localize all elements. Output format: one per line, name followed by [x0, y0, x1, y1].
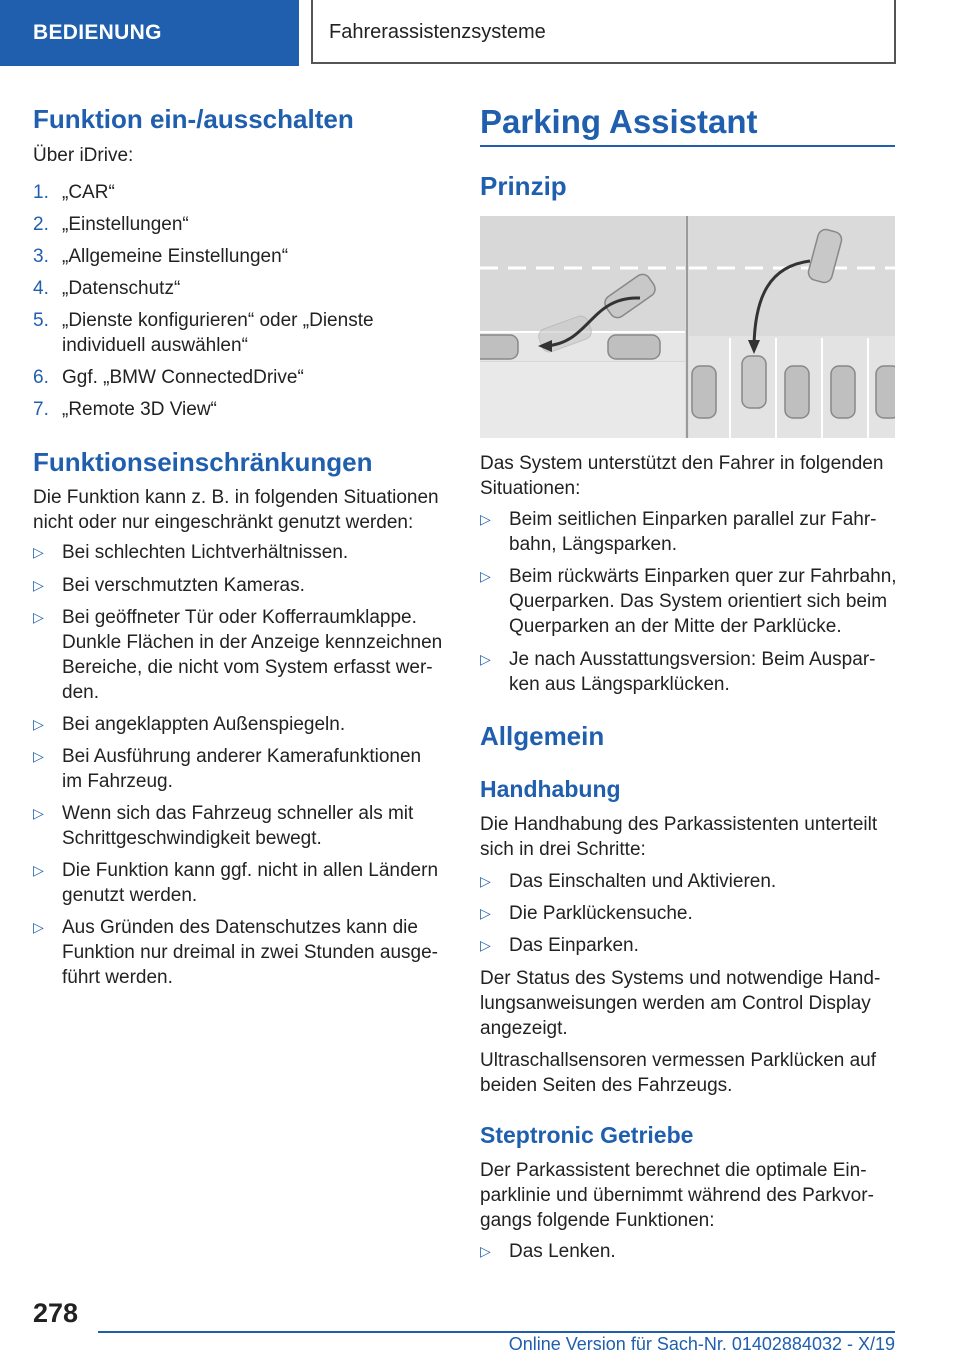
list-item-text: „Einstellungen“ — [62, 214, 189, 235]
paragraph-line: beiden Seiten des Fahrzeugs. — [480, 1075, 733, 1096]
list-item-text: Das Einparken. — [509, 935, 639, 956]
bullet-triangle-icon: ▷ — [33, 716, 44, 732]
list-item-text: Je nach Ausstattungsversion: Beim Auspar- — [509, 649, 876, 670]
step-number: 5. — [33, 310, 49, 331]
paragraph-line: parklinie und übernimmt während des Parkvor- — [480, 1185, 874, 1206]
list-item-text: genutzt werden. — [62, 885, 198, 906]
step-number: 3. — [33, 246, 49, 267]
list-item-text: individuell auswählen“ — [62, 335, 248, 356]
bullet-triangle-icon: ▷ — [33, 748, 44, 764]
list-item-text: Bereiche, die nicht vom System erfasst wer- — [62, 657, 433, 678]
heading-handling: Handhabung — [480, 776, 621, 802]
footer-rule — [98, 1331, 895, 1333]
list-item-text: Bei geöffneter Tür oder Kofferraumklappe. — [62, 607, 417, 628]
paragraph-line: Situationen: — [480, 478, 581, 499]
list-item-text: Querparken an der Mitte der Parklücke. — [509, 616, 842, 637]
paragraph-line: gangs folgende Funktionen: — [480, 1210, 715, 1231]
list-item-text: ken aus Längsparklücken. — [509, 674, 730, 695]
list-item-text: Bei angeklappten Außenspiegeln. — [62, 714, 346, 735]
list-item-text: bahn, Längsparken. — [509, 534, 677, 555]
paragraph-line: Der Status des Systems und notwendige Hand- — [480, 968, 881, 989]
bullet-triangle-icon: ▷ — [480, 568, 491, 584]
list-item-text: Funktion nur dreimal in zwei Stunden ausge- — [62, 942, 438, 963]
step-number: 7. — [33, 399, 49, 420]
list-item-text: Aus Gründen des Datenschutzes kann die — [62, 917, 418, 938]
paragraph-line: angezeigt. — [480, 1018, 568, 1039]
list-item-text: Die Funktion kann ggf. nicht in allen Ländern — [62, 860, 439, 881]
list-item-text: Wenn sich das Fahrzeug schneller als mit — [62, 803, 414, 824]
list-item-text: Bei schlechten Lichtverhältnissen. — [62, 542, 349, 563]
list-item-text: Die Parklückensuche. — [509, 903, 693, 924]
heading-limitations: Funktionseinschränkungen — [33, 447, 373, 477]
list-item-text: Beim seitlichen Einparken parallel zur Fahr- — [509, 509, 877, 530]
bullet-triangle-icon: ▷ — [33, 609, 44, 625]
paragraph-line: Die Funktion kann z. B. in folgenden Situationen — [33, 487, 439, 508]
bullet-triangle-icon: ▷ — [33, 544, 44, 560]
list-item-text: Dunkle Flächen in der Anzeige kennzeichnen — [62, 632, 443, 653]
list-item-text: „Remote 3D View“ — [62, 399, 217, 420]
header-chapter-title: Fahrerassistenzsysteme — [311, 0, 896, 64]
header-section-tab: BEDIENUNG — [0, 0, 299, 66]
heading-general: Allgemein — [480, 721, 605, 751]
paragraph-line: Die Handhabung des Parkassistenten unterteilt — [480, 814, 878, 835]
list-item-text: Beim rückwärts Einparken quer zur Fahrbahn, — [509, 566, 897, 587]
step-number: 6. — [33, 367, 49, 388]
paragraph-line: sich in drei Schritte: — [480, 839, 646, 860]
paragraph-line: lungsanweisungen werden am Control Display — [480, 993, 871, 1014]
heading-rule — [480, 145, 895, 147]
list-item-text: „CAR“ — [62, 182, 115, 203]
list-item-text: Das Lenken. — [509, 1241, 616, 1262]
bullet-triangle-icon: ▷ — [33, 919, 44, 935]
list-item-text: Bei Ausführung anderer Kamerafunktionen — [62, 746, 422, 767]
paragraph-line: Der Parkassistent berechnet die optimale Ein- — [480, 1160, 867, 1181]
heading-principle: Prinzip — [480, 171, 567, 201]
paragraph-line: Das System unterstützt den Fahrer in folgenden — [480, 453, 884, 474]
page-number: 278 — [33, 1298, 79, 1328]
parking-illustration — [480, 216, 895, 438]
step-number: 2. — [33, 214, 49, 235]
list-item-text: Schrittgeschwindigkeit bewegt. — [62, 828, 322, 849]
bullet-triangle-icon: ▷ — [480, 905, 491, 921]
step-number: 1. — [33, 182, 49, 203]
list-item-text: „Allgemeine Einstellungen“ — [62, 246, 289, 267]
list-item-text: „Datenschutz“ — [62, 278, 181, 299]
list-item-text: „Dienste konfigurieren“ oder „Dienste — [62, 310, 374, 331]
bullet-triangle-icon: ▷ — [480, 511, 491, 527]
bullet-triangle-icon: ▷ — [480, 651, 491, 667]
heading-parking-assistant: Parking Assistant — [480, 103, 758, 140]
bullet-triangle-icon: ▷ — [480, 937, 491, 953]
bullet-triangle-icon: ▷ — [33, 577, 44, 593]
heading-toggle-function: Funktion ein-/ausschalten — [33, 104, 354, 134]
heading-steptronic: Steptronic Getriebe — [480, 1122, 694, 1148]
list-item-text: führt werden. — [62, 967, 173, 988]
list-item-text: Querparken. Das System orientiert sich beim — [509, 591, 888, 612]
footer-online-version: Online Version für Sach-Nr. 01402884032 - X/19 — [508, 1334, 895, 1354]
list-item-text: Ggf. „BMW ConnectedDrive“ — [62, 367, 304, 388]
bullet-triangle-icon: ▷ — [33, 805, 44, 821]
idrive-intro: Über iDrive: — [33, 145, 134, 166]
step-number: 4. — [33, 278, 49, 299]
paragraph-line: Ultraschallsensoren vermessen Parklücken auf — [480, 1050, 877, 1071]
bullet-triangle-icon: ▷ — [33, 862, 44, 878]
bullet-triangle-icon: ▷ — [480, 1243, 491, 1259]
list-item-text: Das Einschalten und Aktivieren. — [509, 871, 777, 892]
list-item-text: Bei verschmutzten Kameras. — [62, 575, 305, 596]
list-item-text: im Fahrzeug. — [62, 771, 173, 792]
list-item-text: den. — [62, 682, 99, 703]
paragraph-line: nicht oder nur eingeschränkt genutzt werden: — [33, 512, 414, 533]
bullet-triangle-icon: ▷ — [480, 873, 491, 889]
